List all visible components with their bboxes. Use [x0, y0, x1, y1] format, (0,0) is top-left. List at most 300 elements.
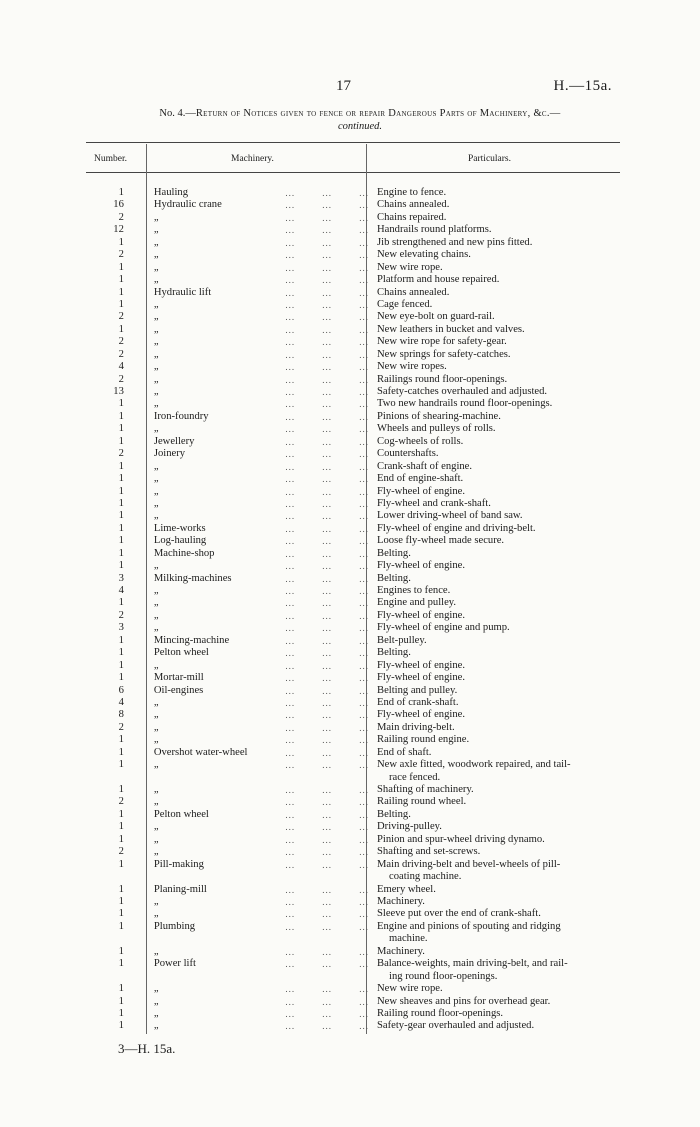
particulars-line: New axle fitted, woodwork repaired, and tail- [377, 759, 571, 771]
row-particulars [373, 983, 636, 995]
leader-dots: ... ... ... [285, 648, 369, 659]
row-machinery: „ [153, 1007, 159, 1019]
row-number: 1 [118, 522, 124, 534]
leader-dots: ... ... ... [285, 722, 369, 733]
row-number: 6 [118, 684, 124, 696]
leader-dots: ... ... ... [285, 387, 369, 397]
table-row [86, 548, 636, 560]
leader-dots: ... ... ... [285, 909, 369, 920]
leader-dots: ... ... ... [285, 797, 369, 808]
row-machinery: „ [153, 895, 159, 907]
row-particulars [373, 958, 636, 983]
particulars-line: Machinery. [377, 895, 425, 907]
leader-dots: ... ... ... [285, 225, 369, 236]
row-number: 2 [118, 846, 124, 858]
leader-dots: ... ... ... [285, 610, 369, 621]
leader-dots: ... ... ... [285, 424, 369, 435]
row-machinery: „ [153, 821, 159, 833]
leader-dots: ... ... ... [285, 760, 369, 771]
table-row [86, 622, 636, 634]
row-number: 1 [118, 236, 124, 248]
row-number: 3 [118, 622, 124, 634]
row-machinery: „ [153, 734, 159, 746]
row-machinery: „ [153, 995, 159, 1007]
row-machinery: „ [153, 211, 159, 223]
particulars-line: End of crank-shaft. [377, 696, 459, 708]
row-particulars [373, 535, 636, 547]
table-row [86, 896, 636, 908]
row-number: 1 [118, 435, 124, 447]
row-particulars [373, 647, 636, 659]
particulars-line: New wire rope. [377, 261, 443, 273]
particulars-line: Chains repaired. [377, 211, 447, 223]
particulars-line: Belting. [377, 808, 411, 820]
particulars-line: New wire rope for safety-gear. [377, 336, 507, 348]
row-number: 1 [118, 759, 124, 771]
page-number: 17 [336, 78, 351, 94]
table-row [86, 983, 636, 995]
row-machinery: Overshot water-wheel [153, 746, 248, 758]
leader-dots: ... ... ... [285, 374, 369, 385]
particulars-line: Engine to fence. [377, 187, 447, 198]
row-machinery: „ [153, 784, 159, 796]
row-machinery: Milking-machines [153, 572, 232, 584]
leader-dots: ... ... ... [285, 362, 369, 373]
row-number: 1 [118, 547, 124, 559]
leader-dots: ... ... ... [285, 237, 369, 248]
particulars-line: Handrails round platforms. [377, 224, 492, 236]
particulars-line: Engine and pinions of spouting and ridging [377, 920, 561, 932]
leader-dots: ... ... ... [285, 598, 369, 609]
row-machinery: „ [153, 659, 159, 671]
row-number: 1 [118, 808, 124, 820]
particulars-line: Engines to fence. [377, 585, 451, 596]
particulars-line: New eye-bolt on guard-rail. [377, 311, 495, 323]
table-row [86, 535, 636, 547]
leader-dots: ... ... ... [285, 188, 369, 198]
particulars-line: Railings round floor-openings. [377, 373, 508, 385]
row-number: 3 [118, 572, 124, 584]
row-particulars [373, 685, 636, 697]
row-particulars [373, 510, 636, 522]
row-machinery: „ [153, 585, 159, 596]
leader-dots: ... ... ... [285, 984, 369, 995]
table-row [86, 722, 636, 734]
leader-dots: ... ... ... [285, 486, 369, 497]
leader-dots: ... ... ... [285, 623, 369, 634]
particulars-line: Sleeve put over the end of crank-shaft. [377, 908, 541, 920]
table-row [86, 660, 636, 672]
row-particulars [373, 946, 636, 958]
column-header-particulars: Particulars. [468, 154, 512, 164]
particulars-line: Safety-gear overhauled and adjusted. [377, 1020, 535, 1032]
row-number: 1 [118, 323, 124, 335]
row-machinery: „ [153, 721, 159, 733]
leader-dots: ... ... ... [285, 896, 369, 907]
table-row [86, 647, 636, 659]
leader-dots: ... ... ... [285, 511, 369, 522]
row-particulars [373, 336, 636, 348]
row-machinery: „ [153, 945, 159, 957]
table-row [86, 336, 636, 348]
row-machinery: „ [153, 497, 159, 509]
particulars-line: Platform and house repaired. [377, 274, 500, 286]
leader-dots: ... ... ... [285, 697, 369, 708]
row-particulars [373, 1020, 636, 1032]
row-number: 1 [118, 895, 124, 907]
column-header-number: Number. [94, 154, 127, 164]
row-number: 1 [118, 535, 124, 547]
row-machinery: „ [153, 398, 159, 410]
row-particulars [373, 884, 636, 896]
particulars-line: New leathers in bucket and valves. [377, 323, 525, 335]
leader-dots: ... ... ... [285, 262, 369, 273]
table-row [86, 585, 636, 597]
particulars-line: Crank-shaft of engine. [377, 460, 473, 472]
table-row [86, 946, 636, 958]
particulars-line: Wheels and pulleys of rolls. [377, 423, 496, 435]
row-machinery: Pill-making [153, 858, 204, 870]
leader-dots: ... ... ... [285, 299, 369, 310]
title-main: Return of Notices given to fence or repair Dangerous Parts of Machinery, &c.— [195, 108, 561, 119]
particulars-line: Cog-wheels of rolls. [377, 435, 464, 447]
table-row [86, 560, 636, 572]
row-particulars [373, 560, 636, 572]
row-machinery: „ [153, 261, 159, 273]
table-row [86, 884, 636, 896]
leader-dots: ... ... ... [285, 474, 369, 485]
table-row [86, 423, 636, 435]
row-number: 1 [118, 1007, 124, 1019]
row-machinery: Lime-works [153, 522, 206, 534]
leader-dots: ... ... ... [285, 287, 369, 298]
table-row [86, 834, 636, 846]
row-machinery: „ [153, 236, 159, 248]
row-number: 1 [118, 560, 124, 572]
row-number: 1 [118, 908, 124, 920]
table-row [86, 796, 636, 808]
particulars-continued: ing round floor-openings. [389, 970, 498, 982]
leader-dots: ... ... ... [285, 673, 369, 684]
row-particulars [373, 573, 636, 585]
table-row [86, 274, 636, 286]
row-machinery: Jewellery [153, 435, 195, 447]
table-row [86, 859, 636, 884]
particulars-line: Belting. [377, 547, 411, 559]
leader-dots: ... ... ... [285, 561, 369, 572]
row-particulars [373, 199, 636, 211]
leader-dots: ... ... ... [285, 822, 369, 833]
row-machinery: Mortar-mill [153, 672, 204, 684]
leader-dots: ... ... ... [285, 573, 369, 584]
particulars-line: Machinery. [377, 945, 425, 957]
row-number: 4 [118, 585, 124, 596]
table-row [86, 685, 636, 697]
row-particulars [373, 249, 636, 261]
leader-dots: ... ... ... [285, 834, 369, 845]
row-number: 1 [118, 920, 124, 932]
particulars-line: Jib strengthened and new pins fitted. [377, 236, 533, 248]
row-number: 1 [118, 833, 124, 845]
row-particulars [373, 660, 636, 672]
row-number: 1 [118, 647, 124, 659]
leader-dots: ... ... ... [285, 710, 369, 721]
row-number: 1 [118, 945, 124, 957]
particulars-line: Shafting and set-screws. [377, 846, 481, 858]
header-bottom-rule [86, 172, 620, 173]
row-particulars [373, 187, 636, 199]
particulars-line: Chains annealed. [377, 199, 450, 211]
row-machinery: „ [153, 298, 159, 310]
table-row [86, 523, 636, 535]
leader-dots: ... ... ... [285, 747, 369, 758]
row-particulars [373, 473, 636, 485]
particulars-line: Two new handrails round floor-openings. [377, 398, 553, 410]
particulars-line: New wire ropes. [377, 361, 447, 373]
particulars-line: Fly-wheel of engine and pump. [377, 622, 510, 634]
table-row [86, 374, 636, 386]
row-number: 1 [118, 410, 124, 422]
row-number: 4 [118, 696, 124, 708]
table-row [86, 809, 636, 821]
row-machinery: Planing-mill [153, 883, 207, 895]
row-machinery: „ [153, 983, 159, 995]
row-machinery: „ [153, 709, 159, 721]
row-machinery: „ [153, 460, 159, 472]
row-particulars [373, 349, 636, 361]
row-particulars [373, 672, 636, 684]
row-number: 1 [118, 298, 124, 310]
row-number: 1 [118, 286, 124, 298]
row-number: 2 [118, 311, 124, 323]
leader-dots: ... ... ... [285, 349, 369, 360]
row-number: 1 [118, 634, 124, 646]
row-particulars [373, 610, 636, 622]
row-particulars [373, 411, 636, 423]
table-row [86, 473, 636, 485]
table-row [86, 237, 636, 249]
table-row [86, 709, 636, 721]
particulars-line: New wire rope. [377, 983, 443, 995]
leader-dots: ... ... ... [285, 660, 369, 671]
particulars-line: Chains annealed. [377, 286, 450, 298]
row-machinery: Pelton wheel [153, 808, 209, 820]
particulars-line: Belt-pulley. [377, 634, 427, 646]
row-machinery: Machine-shop [153, 547, 215, 559]
particulars-line: Safety-catches overhauled and adjusted. [377, 386, 548, 397]
row-machinery: Mincing-machine [153, 634, 230, 646]
row-machinery: „ [153, 386, 159, 397]
leader-dots: ... ... ... [285, 449, 369, 460]
row-machinery: Hydraulic crane [153, 199, 222, 211]
row-machinery: Hauling [153, 187, 188, 198]
particulars-line: Fly-wheel of engine. [377, 609, 465, 621]
table-row [86, 908, 636, 920]
particulars-line: Emery wheel. [377, 883, 436, 895]
row-machinery: „ [153, 833, 159, 845]
leader-dots: ... ... ... [285, 312, 369, 323]
row-number: 2 [118, 249, 124, 261]
row-number: 1 [118, 672, 124, 684]
row-particulars [373, 597, 636, 609]
row-particulars [373, 784, 636, 796]
row-particulars [373, 859, 636, 884]
particulars-line: Fly-wheel of engine. [377, 560, 465, 572]
particulars-line: New springs for safety-catches. [377, 348, 511, 360]
footer-signature: 3—H. 15a. [118, 1041, 176, 1056]
table-row [86, 610, 636, 622]
row-number: 1 [118, 187, 124, 198]
row-particulars [373, 386, 636, 398]
row-particulars [373, 734, 636, 746]
particulars-line: Fly-wheel of engine. [377, 709, 465, 721]
table-row [86, 573, 636, 585]
leader-dots: ... ... ... [285, 1021, 369, 1032]
leader-dots: ... ... ... [285, 959, 369, 970]
leader-dots: ... ... ... [285, 275, 369, 286]
row-particulars [373, 809, 636, 821]
leader-dots: ... ... ... [285, 461, 369, 472]
particulars-line: Main driving-belt. [377, 721, 455, 733]
particulars-line: Fly-wheel of engine. [377, 672, 465, 684]
table-row [86, 224, 636, 236]
leader-dots: ... ... ... [285, 685, 369, 696]
particulars-line: Pinions of shearing-machine. [377, 410, 501, 422]
particulars-line: Fly-wheel and crank-shaft. [377, 497, 491, 509]
leader-dots: ... ... ... [285, 809, 369, 820]
table-row [86, 672, 636, 684]
row-particulars [373, 622, 636, 634]
row-particulars [373, 324, 636, 336]
row-number: 1 [118, 983, 124, 995]
table-row [86, 747, 636, 759]
row-particulars [373, 287, 636, 299]
row-machinery: „ [153, 759, 159, 771]
particulars-line: Belting and pulley. [377, 684, 458, 696]
row-machinery: Power lift [153, 958, 196, 970]
row-particulars [373, 486, 636, 498]
particulars-line: Pinion and spur-wheel driving dynamo. [377, 833, 545, 845]
row-machinery: „ [153, 249, 159, 261]
leader-dots: ... ... ... [285, 411, 369, 422]
row-number: 1 [118, 497, 124, 509]
row-machinery: Iron-foundry [153, 410, 209, 422]
row-number: 1 [118, 858, 124, 870]
row-number: 1 [118, 485, 124, 497]
row-particulars [373, 846, 636, 858]
row-machinery: „ [153, 908, 159, 920]
table-row [86, 199, 636, 211]
row-particulars [373, 908, 636, 920]
row-machinery: Hydraulic lift [153, 286, 212, 298]
row-machinery: „ [153, 1020, 159, 1032]
table-row [86, 958, 636, 983]
row-number: 1 [118, 261, 124, 273]
leader-dots: ... ... ... [285, 884, 369, 895]
table-row [86, 734, 636, 746]
particulars-line: Driving-pulley. [377, 821, 442, 833]
table-row [86, 635, 636, 647]
table-row [86, 1008, 636, 1020]
row-particulars [373, 436, 636, 448]
row-machinery: „ [153, 274, 159, 286]
row-machinery: „ [153, 348, 159, 360]
row-number: 4 [118, 361, 124, 373]
table-row [86, 597, 636, 609]
particulars-line: Belting. [377, 647, 411, 659]
particulars-line: Fly-wheel of engine. [377, 485, 465, 497]
row-particulars [373, 237, 636, 249]
row-particulars [373, 709, 636, 721]
row-number: 2 [118, 336, 124, 348]
row-number: 2 [118, 448, 124, 460]
row-number: 1 [118, 958, 124, 970]
table-row [86, 299, 636, 311]
row-number: 1 [118, 784, 124, 796]
row-machinery: Pelton wheel [153, 647, 209, 659]
row-number: 1 [118, 510, 124, 522]
particulars-line: Fly-wheel of engine. [377, 659, 465, 671]
row-particulars [373, 299, 636, 311]
row-particulars [373, 423, 636, 435]
particulars-line: Lower driving-wheel of band saw. [377, 510, 523, 522]
particulars-continued: machine. [389, 933, 428, 945]
table-row [86, 187, 636, 199]
row-particulars [373, 212, 636, 224]
leader-dots: ... ... ... [285, 523, 369, 534]
table-row [86, 349, 636, 361]
particulars-line: Fly-wheel of engine and driving-belt. [377, 522, 536, 534]
table-row [86, 759, 636, 784]
particulars-line: Loose fly-wheel made secure. [377, 535, 505, 547]
row-machinery: „ [153, 473, 159, 485]
table-row [86, 249, 636, 261]
row-particulars [373, 224, 636, 236]
leader-dots: ... ... ... [285, 399, 369, 410]
leader-dots: ... ... ... [285, 498, 369, 509]
table-row [86, 821, 636, 833]
particulars-line: Belting. [377, 572, 411, 584]
title-prefix: No. 4.— [159, 108, 196, 119]
row-number: 1 [118, 460, 124, 472]
leader-dots: ... ... ... [285, 212, 369, 223]
table-row [86, 846, 636, 858]
leader-dots: ... ... ... [285, 324, 369, 335]
table-row [86, 448, 636, 460]
particulars-line: Railing round wheel. [377, 796, 467, 808]
table-row [86, 784, 636, 796]
row-particulars [373, 996, 636, 1008]
leader-dots: ... ... ... [285, 536, 369, 547]
leader-dots: ... ... ... [285, 200, 369, 211]
particulars-line: Railing round floor-openings. [377, 1007, 504, 1019]
row-particulars [373, 274, 636, 286]
row-machinery: „ [153, 796, 159, 808]
row-number: 2 [118, 609, 124, 621]
header-top-rule [86, 142, 620, 143]
row-number: 2 [118, 373, 124, 385]
row-machinery: „ [153, 373, 159, 385]
row-number: 2 [118, 211, 124, 223]
row-machinery: „ [153, 311, 159, 323]
particulars-line: Main driving-belt and bevel-wheels of pill- [377, 858, 561, 870]
leader-dots: ... ... ... [285, 1008, 369, 1019]
row-particulars [373, 697, 636, 709]
table-row [86, 361, 636, 373]
table-title [70, 108, 650, 133]
particulars-continued: coating machine. [389, 871, 462, 883]
leader-dots: ... ... ... [285, 337, 369, 348]
